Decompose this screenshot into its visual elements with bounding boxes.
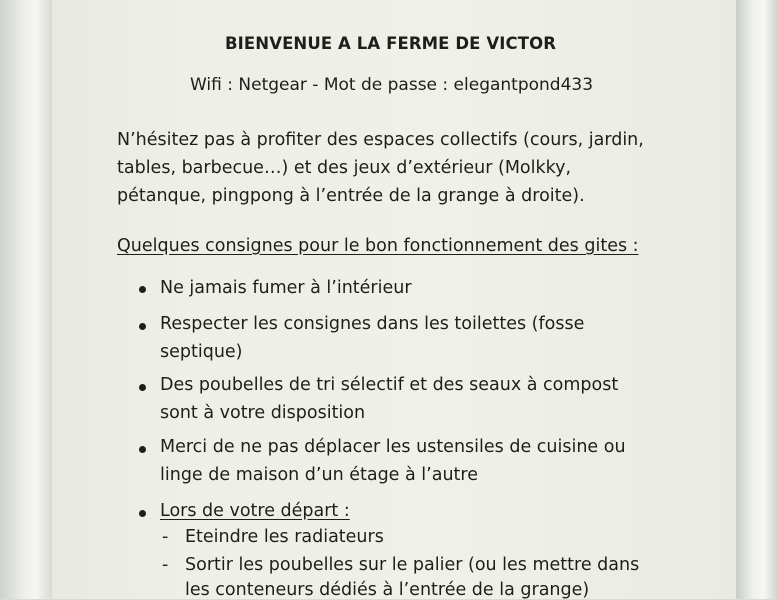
frame-left-edge: [0, 0, 52, 599]
rules-heading: Quelques consignes pour le bon fonctionnement des gites :: [117, 236, 639, 256]
intro-line-3: pétanque, pingpong à l’entrée de la grange à droite).: [117, 186, 585, 206]
rule-3-line-1: Des poubelles de tri sélectif et des seaux à compost: [160, 375, 619, 395]
rule-3-line-2: sont à votre disposition: [160, 403, 366, 423]
departure-item-1: Eteindre les radiateurs: [185, 527, 384, 547]
intro-line-2: tables, barbecue…) et des jeux d’extérieur (Molkky,: [117, 158, 572, 178]
dash-marker: -: [162, 527, 169, 547]
rule-2-line-1: Respecter les consignes dans les toilettes (fosse: [160, 314, 585, 334]
dash-marker: -: [162, 555, 169, 575]
bullet-dot: [139, 446, 146, 453]
bullet-dot: [139, 286, 146, 293]
notice-sheet: [52, 0, 736, 599]
intro-line-1: N’hésitez pas à profiter des espaces collectifs (cours, jardin,: [117, 130, 644, 150]
notice-title: BIENVENUE A LA FERME DE VICTOR: [225, 34, 557, 53]
rule-2-line-2: septique): [160, 342, 243, 362]
bullet-dot: [139, 510, 146, 517]
wifi-line: Wifi : Netgear - Mot de passe : elegantpond433: [190, 75, 594, 95]
departure-item-2-line-2: les conteneurs dédiés à l’entrée de la grange): [185, 580, 590, 600]
rule-4-line-1: Merci de ne pas déplacer les ustensiles de cuisine ou: [160, 437, 626, 457]
departure-item-2-line-1: Sortir les poubelles sur le palier (ou les mettre dans: [185, 555, 640, 575]
departure-heading: Lors de votre départ :: [160, 501, 350, 521]
bullet-dot: [139, 384, 146, 391]
rule-1-line-1: Ne jamais fumer à l’intérieur: [160, 278, 412, 298]
frame-right-edge: [736, 0, 778, 599]
rule-4-line-2: linge de maison d’un étage à l’autre: [160, 465, 478, 485]
bullet-dot: [139, 323, 146, 330]
